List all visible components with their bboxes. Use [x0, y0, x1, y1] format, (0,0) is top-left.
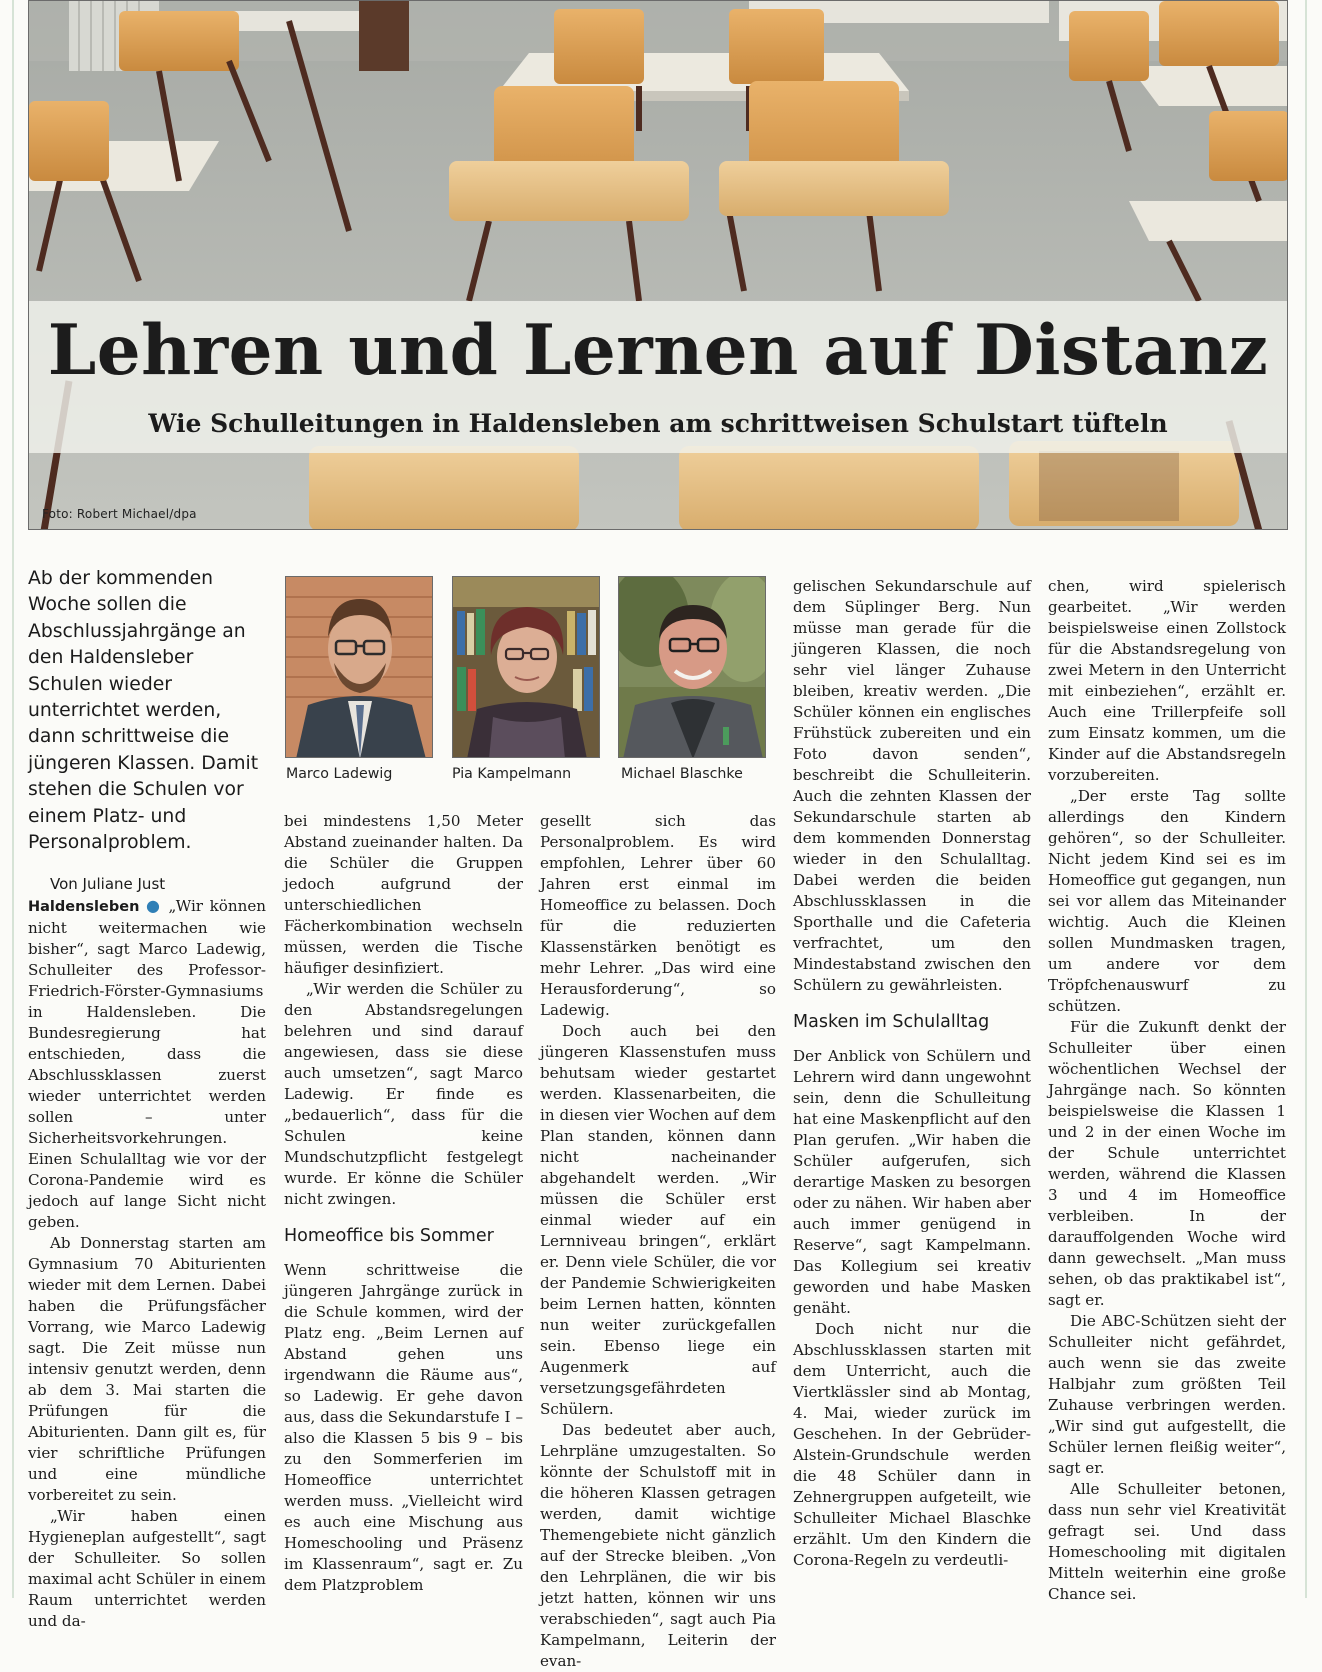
article-paragraph: „Wir werden die Schüler zu den Abstandsregelungen belehren und sind darauf angewiesen, dass sie diese auch umsetzen“, sagt Marco Ladewig. Er finde es „bedauerlich“, dass für die Schulen keine Mundschutzpflicht festgelegt wurde. Er könne die Schüler nicht zwingen.	[284, 980, 523, 1208]
article-column-5	[1048, 576, 1286, 1605]
article-column-4	[793, 576, 1031, 1571]
subheadline: Wie Schulleitungen in Haldensleben am schrittweisen Schulstart tüfteln	[148, 409, 1168, 438]
article-paragraph: gelischen Sekundarschule auf dem Süplinger Berg. Nun müsse man gerade für die jüngeren Klassen, die noch sehr viel länger Zuhause bleiben, kreativ werden. „Die Schüler können ein englisches Frühstück zubereiten und ein Foto davon senden“, beschreibt die Schulleiterin. Auch die zehnten Klassen der Sekundarschule starten ab dem kommenden Donnerstag wieder in den Schulalltag. Dabei werden die beiden Abschlussklassen in die Sporthalle und die Cafeteria verfrachtet, um den Mindestabstand zwischen den Schülern zu gewährleisten.	[793, 577, 1031, 994]
article-lead: Ab der kommenden Woche sollen die Abschlussjahrgänge an den Haldensleber Schulen wieder unterrichtet werden, dann schrittweise die jüngeren Klassen. Damit stehen die Schulen vor einem Platz- und Personalproblem.	[28, 568, 259, 854]
subheading-masken: Masken im Schulalltag	[793, 1012, 990, 1032]
article-paragraph: chen, wird spielerisch gearbeitet. „Wir werden beispielsweise einen Zollstock für die Abstandsregelung von zwei Metern in den Unterricht mit einbeziehen“, erzählt er. Auch eine Trillerpfeife soll zum Einsatz kommen, um die Kinder auf die Abstandsregeln vorzubereiten.	[1048, 577, 1286, 784]
article-paragraph: bei mindestens 1,50 Meter Abstand zueinander halten. Da die Schüler die Gruppen jedoch aufgrund der unterschiedlichen Fächerkombination wechseln müssen, werden die Tische häufiger desinfiziert.	[284, 812, 523, 977]
portrait-caption: Pia Kampelmann	[452, 766, 572, 782]
portrait-pia-kampelmann	[452, 576, 600, 758]
article-paragraph: Die ABC-Schützen sieht der Schulleiter nicht gefährdet, auch wenn sie das zweite Halbjahr zum größten Teil Zuhause verbringen werden. „Wir sind gut aufgestellt, die Schüler lernen fleißig weiter“, sagt er.	[1048, 1312, 1286, 1477]
article-paragraph: Ab Donnerstag starten am Gymnasium 70 Abiturienten wieder mit dem Lernen. Dabei haben die Prüfungsfächer Vorrang, wie Marco Ladewig sagt. Die Zeit müsse nun intensiv genutzt werden, denn ab dem 3. Mai starten die Prüfungen für die Abiturienten. Dann gilt es, für vier schriftliche Prüfungen und eine mündliche vorbereitet zu sein.	[28, 1234, 266, 1504]
headline: Lehren und Lernen auf Distanz	[47, 310, 1269, 391]
portrait-caption: Michael Blaschke	[621, 766, 743, 782]
article-paragraph	[28, 895, 266, 1233]
portrait-marco-ladewig	[285, 576, 433, 758]
byline: Von Juliane Just	[50, 875, 166, 893]
dateline: Haldensleben	[28, 899, 140, 915]
portrait-caption: Marco Ladewig	[286, 766, 393, 782]
portrait-michael-blaschke	[618, 576, 766, 758]
article-paragraph: Das bedeutet aber auch, Lehrpläne umzugestalten. So könnte der Schulstoff mit in die höheren Klassen getragen werden, damit wichtige Themengebiete nicht gänzlich auf der Strecke bleiben. „Von den Lehrplänen, die wir bis jetzt hatten, können wir uns verabschieden“, sagt auch Pia Kampelmann, Leiterin der evan-	[540, 1421, 776, 1670]
article-column-1	[28, 874, 266, 1632]
article-paragraph: Wenn schrittweise die jüngeren Jahrgänge zurück in die Schule kommen, wird der Platz eng. „Beim Lernen auf Abstand gehen uns irgendwann die Räume aus“, so Ladewig. Er gehe davon aus, dass die Sekundarstufe I – also die Klassen 5 bis 9 – bis zu den Sommerferien im Homeoffice unterrichtet werden muss. „Vielleicht wird es auch eine Mischung aus Homeschooling und Präsenz im Klassenraum“, sagt er. Zu dem Platzproblem	[284, 1261, 523, 1594]
article-column-3	[540, 811, 776, 1672]
article-column-2	[284, 811, 523, 1596]
photo-credit: Foto: Robert Michael/dpa	[42, 507, 197, 521]
paragraph-text: „Wir können nicht weitermachen wie bisher“, sagt Marco Ladewig, Schulleiter des Professor-Friedrich-Förster-Gymnasiums in Haldensleben. Die Bundesregierung hat entschieden, dass die Abschlussklassen zuerst wieder unterrichtet werden sollen – unter Sicherheitsvorkehrungen. Einen Schulalltag wie vor der Corona-Pandemie wird es jedoch auf lange Sicht nicht geben.	[28, 897, 266, 1231]
article-paragraph: „Wir haben einen Hygieneplan aufgestellt“, sagt der Schulleiter. So sollen maximal acht Schüler in einem Raum unterrichtet werden und da-	[28, 1507, 266, 1630]
subheading-homeoffice: Homeoffice bis Sommer	[284, 1226, 494, 1246]
article-paragraph: Für die Zukunft denkt der Schulleiter über einen wöchentlichen Wechsel der Jahrgänge nach. So könnten beispielsweise die Klassen 1 und 2 in der einen Woche im der Schule unterrichtet werden, während die Klassen 3 und 4 im Homeoffice verbleiben. In der darauffolgenden Woche wird dann gewechselt. „Man muss sehen, ob das praktikabel ist“, sagt er.	[1048, 1018, 1286, 1309]
article-paragraph: Doch auch bei den jüngeren Klassenstufen muss behutsam wieder gestartet werden. Klassenarbeiten, die in diesen vier Wochen auf dem Plan standen, können dann nicht nacheinander abgehandelt werden. „Wir müssen die Schüler erst einmal wieder auf ein Lernniveau bringen“, erklärt er. Denn viele Schüler, die vor der Pandemie Schwierigkeiten beim Lernen hatten, könnten nun weiter zurückgefallen sein. Ebenso liege ein Augenmerk auf versetzungsgefährdeten Schülern.	[540, 1022, 776, 1418]
article-paragraph: Der Anblick von Schülern und Lehrern wird dann ungewohnt sein, denn die Schulleitung hat eine Maskenpflicht auf den Plan gerufen. „Wir haben die Schüler aufgerufen, sich derartige Masken zu besorgen oder zu nähen. Wir haben aber auch immer genügend in Reserve“, sagt Kampelmann. Das Kollegium sei kreativ geworden und habe Masken genäht.	[793, 1047, 1031, 1317]
hero-photo	[28, 0, 1288, 530]
article-paragraph: „Der erste Tag sollte allerdings den Kindern gehören“, so der Schulleiter. Nicht jedem Kind sei es im Homeoffice gut gegangen, nun sei vor allem das Miteinander wichtig. Auch die Kleinen sollen Mundmasken tragen, um andere vor dem Tröpfchenauswurf zu schützen.	[1048, 787, 1286, 1015]
dateline-bullet-icon: ●	[146, 896, 162, 915]
article-paragraph: Doch nicht nur die Abschlussklassen starten mit dem Unterricht, auch die Viertklässler sind ab Montag, 4. Mai, wieder zurück im Geschehen. In der Gebrüder-Alstein-Grundschule werden die 48 Schüler dann in Zehnergruppen aufgeteilt, wie Schulleiter Michael Blaschke erzählt. Um den Kindern die Corona-Regeln zu verdeutli-	[793, 1320, 1031, 1569]
article-paragraph: Alle Schulleiter betonen, dass nun sehr viel Kreativität gefragt sei. Und dass Homeschooling mit digitalen Mitteln weiterhin eine große Chance sei.	[1048, 1480, 1286, 1603]
article-paragraph: gesellt sich das Personalproblem. Es wird empfohlen, Lehrer über 60 Jahren erst einmal im Homeoffice zu belassen. Doch für die reduzierten Klassenstärken benötigt es mehr Lehrer. „Das wird eine Herausforderung“, so Ladewig.	[540, 812, 776, 1019]
